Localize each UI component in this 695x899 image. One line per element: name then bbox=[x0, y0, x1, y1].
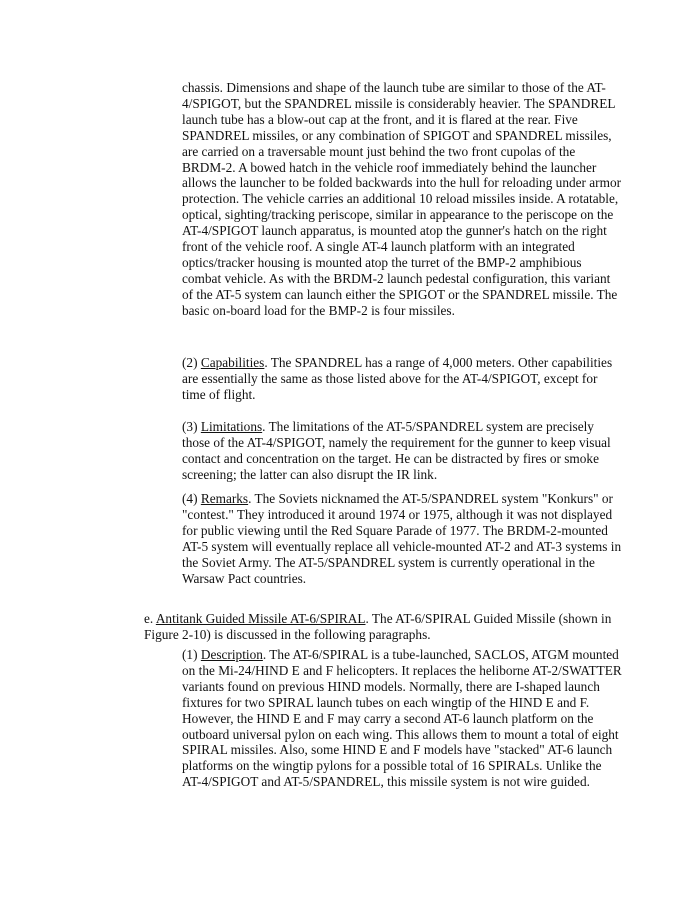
paragraph-limitations bbox=[182, 419, 622, 483]
capabilities-text: . The SPANDREL has a range of 4,000 meters. Other capabilities are essentially the same as those listed above for the AT-4/SPIGOT, except for time of flight. bbox=[182, 355, 613, 402]
paragraph-remarks bbox=[182, 491, 622, 586]
section-e-heading-paragraph bbox=[144, 611, 614, 643]
paragraph-description bbox=[182, 647, 622, 790]
paragraph-chassis-text: chassis. Dimensions and shape of the launch tube are similar to those of the AT-4/SPIGOT, but the SPANDREL missile is considerably heavier. The SPANDREL launch tube has a blow-out cap at the front, and it is flared at the rear. Five SPANDREL missiles, or any combination of SPIGOT and SPANDREL missiles, are carried on a traversable mount just behind the two front cupolas of the BRDM-2. A bowed hatch in the vehicle roof immediately behind the launcher allows the launcher to be folded backwards into the hull for reloading under armor protection. The vehicle carries an additional 10 reload missiles inside. A rotatable, optical, sighting/tracking periscope, similar in appearance to the periscope on the AT-4/SPIGOT launch apparatus, is mounted atop the gunner's hatch on the right front of the vehicle roof. A single AT-4 launch platform with an integrated optics/tracker housing is mounted atop the turret of the BMP-2 amphibious combat vehicle. As with the BRDM-2 launch pedestal configuration, this variant of the AT-5 system can launch either the SPIGOT or the SPANDREL missile. The basic on-board load for the BMP-2 is four missiles. bbox=[182, 80, 622, 318]
paragraph-chassis bbox=[182, 80, 622, 319]
capabilities-number: (2) bbox=[182, 355, 201, 370]
description-text: . The AT-6/SPIRAL is a tube-launched, SACLOS, ATGM mounted on the Mi-24/HIND E and F helicopters. It replaces the heliborne AT-2/SWATTER variants found on previous HIND models. Normally, there are I-shaped launch fixtures for two SPIRAL launch tubes on each wingtip of the HIND E and F. However, the HIND E and F may carry a second AT-6 launch platform on the outboard universal pylon on each wing. This allows them to mount a total of eight SPIRAL missiles. Also, some HIND E and F models have "stacked" AT-6 launch platforms on the wingtip pylons for a possible total of 16 SPIRALs. Unlike the AT-4/SPIGOT and AT-5/SPANDREL, this missile system is not wire guided. bbox=[182, 647, 622, 790]
description-heading: Description bbox=[200, 647, 263, 662]
description-number: (1) bbox=[182, 647, 201, 662]
section-e-text: . The AT-6/SPIRAL Guided Missile (shown in Figure 2-10) is discussed in the following paragraphs. bbox=[144, 611, 612, 642]
remarks-number: (4) bbox=[182, 491, 201, 506]
limitations-number: (3) bbox=[182, 419, 201, 434]
section-e-heading: Antitank Guided Missile AT-6/SPIRAL bbox=[155, 611, 366, 626]
paragraph-capabilities bbox=[182, 355, 622, 403]
limitations-heading: Limitations bbox=[200, 419, 263, 434]
limitations-text: . The limitations of the AT-5/SPANDREL system are precisely those of the AT-4/SPIGOT, namely the requirement for the gunner to keep visual contact and concentration on the target. He can be distracted by fires or smoke screening; the latter can also disrupt the IR link. bbox=[182, 419, 611, 482]
capabilities-heading: Capabilities bbox=[200, 355, 265, 370]
remarks-text: . The Soviets nicknamed the AT-5/SPANDREL system "Konkurs" or "contest." They introduced it around 1974 or 1975, although it was not displayed for public viewing until the Red Square Parade of 1977. The BRDM-2-mounted AT-5 system will eventually replace all vehicle-mounted AT-2 and AT-3 systems in the Soviet Army. The AT-5/SPANDREL system is currently operational in the Warsaw Pact countries. bbox=[182, 491, 622, 586]
remarks-heading: Remarks bbox=[200, 491, 249, 506]
section-e-number: e. bbox=[144, 611, 156, 626]
